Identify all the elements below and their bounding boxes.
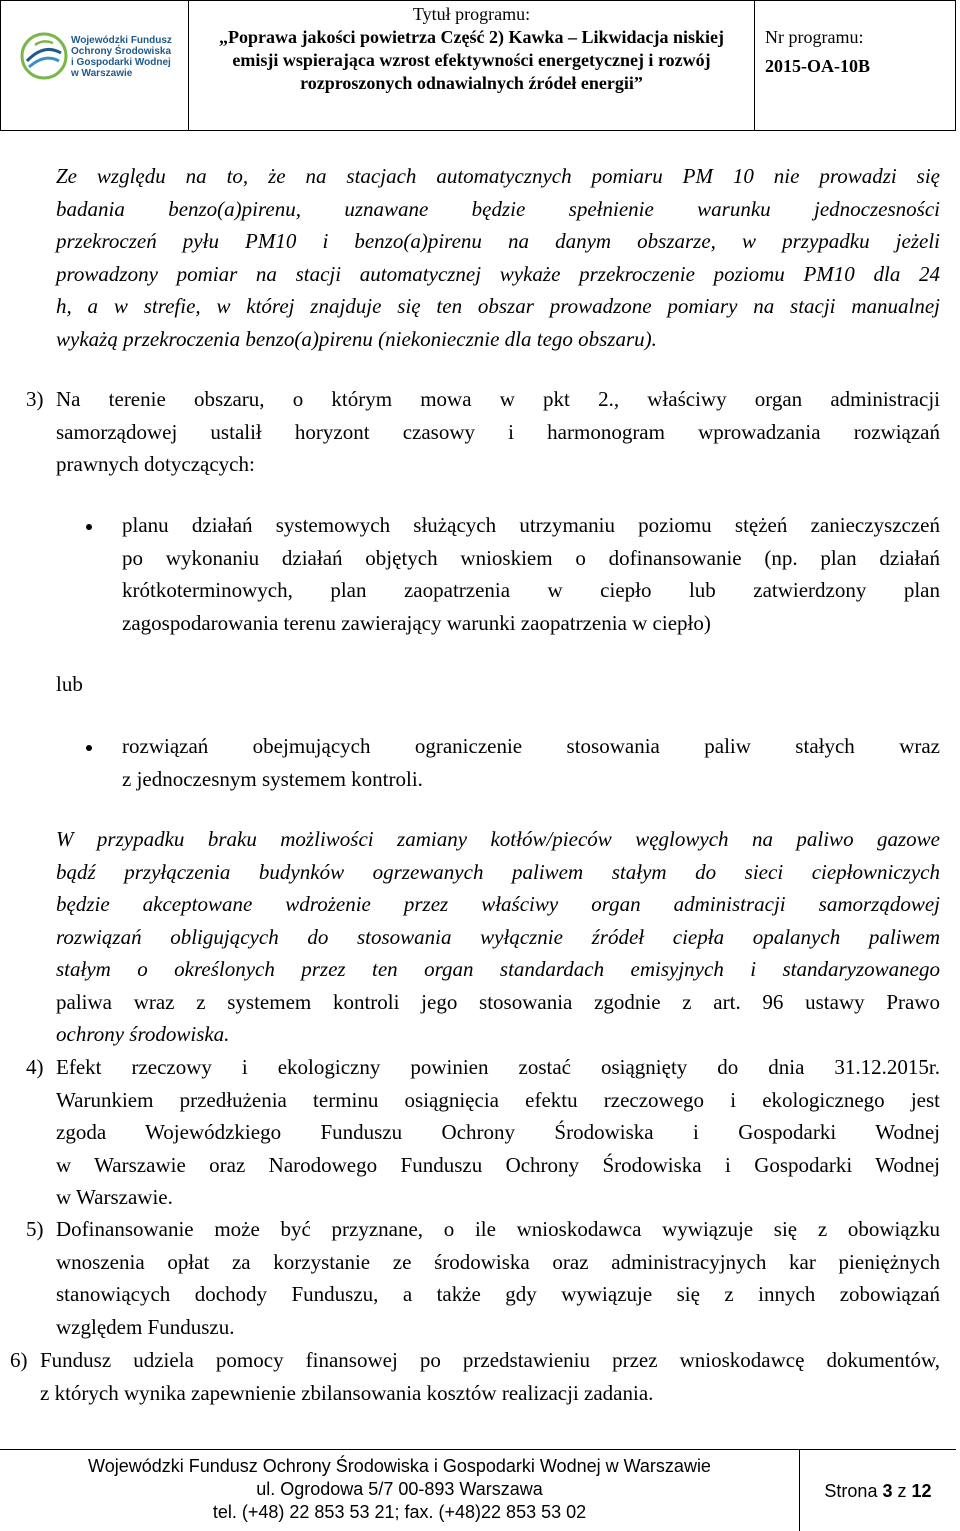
text-line: z których wynika zapewnienie zbilansowania kosztów realizacji zadania. bbox=[40, 1380, 654, 1405]
page-current: 3 bbox=[882, 1481, 893, 1501]
text-line: zagospodarowania terenu zawierający warunki zaopatrzenia w ciepło) bbox=[122, 610, 711, 635]
text-line: w Warszawie oraz Narodowego Funduszu Ochrony Środowiska i Gospodarki Wodnej bbox=[56, 1152, 940, 1177]
text-line: względem Funduszu. bbox=[56, 1314, 235, 1339]
footer-address bbox=[0, 1450, 800, 1531]
program-title-line: rozproszonych odnawialnych źródeł energii” bbox=[300, 73, 643, 93]
program-number-value: 2015-OA-10B bbox=[765, 56, 870, 76]
text-line: Ze względu na to, że na stacjach automatycznych pomiaru PM 10 nie prowadzi się bbox=[56, 164, 940, 188]
text-line: wnoszenia opłat za korzystanie ze środowiska oraz administracyjnych kar pieniężnych bbox=[56, 1249, 940, 1274]
text-line: w Warszawie. bbox=[56, 1185, 173, 1209]
bullet-icon bbox=[86, 524, 92, 530]
bullet-item-systemic-plan bbox=[122, 509, 940, 639]
text-line: stałym o określonych przez ten organ standardach emisyjnych i standaryzowanego bbox=[56, 957, 940, 981]
text-line: krótkoterminowych, plan zaopatrzenia w ciepło lub zatwierdzony plan bbox=[122, 578, 940, 602]
text-line: Dofinansowanie może być przyznane, o ile wnioskodawca wywiązuje się z obowiązku bbox=[56, 1217, 940, 1241]
item-number: 6) bbox=[10, 1348, 28, 1372]
page-total: 12 bbox=[911, 1481, 932, 1501]
text-line: przekroczeń pyłu PM10 i benzo(a)pirenu na danym obszarze, w przypadku jeżeli bbox=[56, 229, 940, 253]
text-line: paliwa wraz z systemem kontroli jego stosowania zgodnie z art. 96 ustawy Prawo bbox=[56, 989, 940, 1014]
program-number-label: Nr programu: bbox=[765, 27, 864, 47]
bullet-icon bbox=[86, 745, 92, 751]
bullet-item-solid-fuel bbox=[122, 730, 940, 795]
footer-line: tel. (+48) 22 853 53 21; fax. (+48)22 853 53 02 bbox=[212, 1502, 587, 1522]
program-number-cell bbox=[755, 1, 955, 130]
program-title-line: emisji wspierająca wzrost efektywności energetycznej i rozwój bbox=[232, 50, 711, 70]
header-logo-cell bbox=[1, 1, 189, 130]
text-line: W przypadku braku możliwości zamiany kotłów/pieców węglowych na paliwo gazowe bbox=[56, 827, 940, 851]
item-number: 5) bbox=[26, 1217, 44, 1241]
text-line: prawnych dotyczących: bbox=[56, 452, 255, 476]
list-item-6 bbox=[40, 1344, 940, 1409]
text-line: Efekt rzeczowy i ekologiczny powinien zostać osiągnięty do dnia 31.12.2015r. bbox=[56, 1055, 940, 1079]
text-line: h, a w strefie, w której znajduje się ten obszar prowadzone pomiary na stacji manualnej bbox=[56, 294, 940, 318]
text-line: będzie akceptowane wdrożenie przez właściwy organ administracji samorządowej bbox=[56, 892, 940, 916]
text-line: rozwiązań obligujących do stosowania wyłącznie źródeł ciepła opalanych paliwem bbox=[56, 924, 940, 949]
page-separator: z bbox=[897, 1481, 907, 1501]
program-title-cell bbox=[189, 1, 755, 130]
text-line: ochrony środowiska. bbox=[56, 1022, 230, 1046]
list-item-5 bbox=[56, 1213, 940, 1343]
text-line: wykażą przekroczenia benzo(a)pirenu (niekoniecznie dla tego obszaru). bbox=[56, 326, 657, 351]
or-connector: lub bbox=[56, 672, 83, 696]
text-line: bądź przyłączenia budynków ogrzewanych paliwem stałym do sieci ciepłowniczych bbox=[56, 859, 940, 884]
paragraph-pm10-note bbox=[56, 160, 940, 355]
text-line: po wykonaniu działań objętych wnioskiem o dofinansowanie (np. plan działań bbox=[122, 545, 940, 570]
logo-text-line: i Gospodarki Wodnej bbox=[71, 57, 171, 68]
list-item-4 bbox=[56, 1051, 940, 1214]
item-number: 4) bbox=[26, 1055, 44, 1079]
page-number bbox=[800, 1450, 956, 1531]
text-line: Na terenie obszaru, o którym mowa w pkt 2., właściwy organ administracji bbox=[56, 387, 940, 411]
text-line: z jednoczesnym systemem kontroli. bbox=[122, 766, 423, 791]
list-item-3 bbox=[56, 383, 940, 481]
fund-logo-icon bbox=[19, 31, 69, 81]
program-title-line: „Poprawa jakości powietrza Część 2) Kawka – Likwidacja niskiej bbox=[219, 27, 724, 47]
page-footer bbox=[0, 1449, 956, 1531]
text-line: Fundusz udziela pomocy finansowej po przedstawieniu przez wnioskodawcę dokumentów, bbox=[40, 1348, 940, 1372]
logo-text-line: w Warszawie bbox=[71, 68, 133, 79]
logo-text-line: Ochrony Środowiska bbox=[71, 46, 172, 57]
paragraph-fuel-replacement bbox=[56, 823, 940, 1051]
fund-logo-text bbox=[71, 35, 172, 79]
text-line: badania benzo(a)pirenu, uznawane będzie spełnienie warunku jednoczesności bbox=[56, 196, 940, 221]
page-header bbox=[0, 0, 956, 131]
page-prefix: Strona bbox=[824, 1481, 878, 1501]
logo-text-line: Wojewódzki Fundusz bbox=[71, 35, 172, 46]
text-line: rozwiązań obejmujących ograniczenie stosowania paliw stałych wraz bbox=[122, 734, 940, 758]
text-line: prowadzony pomiar na stacji automatycznej wykaże przekroczenie poziomu PM10 dla 24 bbox=[56, 261, 940, 286]
program-title-label: Tytuł programu: bbox=[412, 4, 531, 24]
text-line: stanowiących dochody Funduszu, a także gdy wywiązuje się z innych zobowiązań bbox=[56, 1282, 940, 1306]
fund-logo bbox=[19, 31, 179, 91]
text-line: samorządowej ustalił horyzont czasowy i harmonogram wprowadzania rozwiązań bbox=[56, 419, 940, 444]
text-line: Warunkiem przedłużenia terminu osiągnięcia efektu rzeczowego i ekologicznego jest bbox=[56, 1087, 940, 1112]
text-line: planu działań systemowych służących utrzymaniu poziomu stężeń zanieczyszczeń bbox=[122, 513, 940, 537]
item-number: 3) bbox=[26, 387, 44, 411]
footer-line: Wojewódzki Fundusz Ochrony Środowiska i Gospodarki Wodnej w Warszawie bbox=[88, 1456, 711, 1476]
footer-line: ul. Ogrodowa 5/7 00-893 Warszawa bbox=[256, 1479, 543, 1499]
text-line: zgoda Wojewódzkiego Funduszu Ochrony Środowiska i Gospodarki Wodnej bbox=[56, 1120, 940, 1144]
